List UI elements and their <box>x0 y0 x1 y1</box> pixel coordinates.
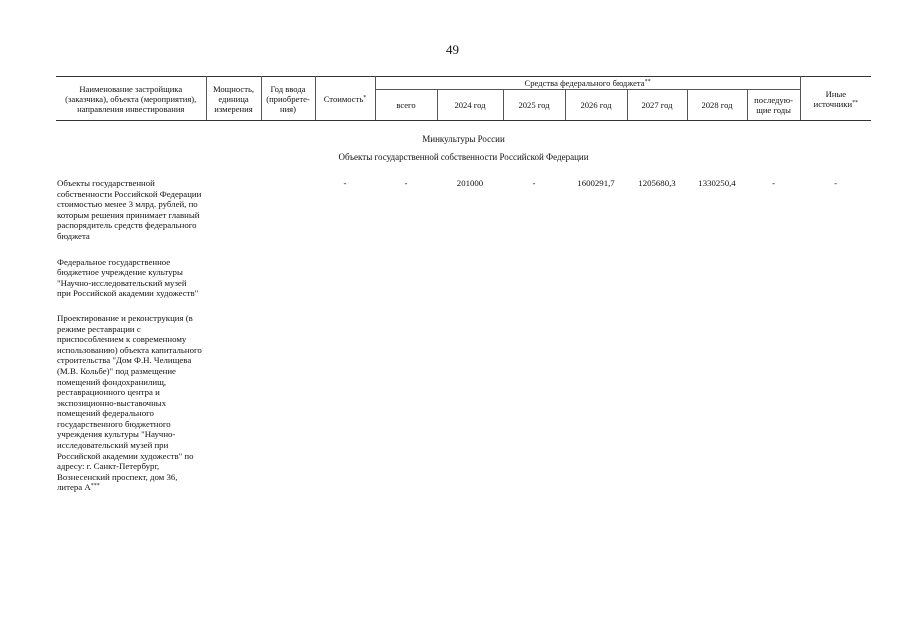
header-federal-budget: Средства федерального бюджета** <box>375 77 800 90</box>
header-other-sources-mark: ** <box>852 99 859 106</box>
row-2024: 201000 <box>456 178 484 188</box>
row-2028: 1330250,4 <box>698 178 736 188</box>
header-cost-mark: * <box>363 94 367 101</box>
row-name: Объекты государственной собственности Российской Федерации стоимостью менее 3 млрд. рублей, по которым решения принимает главный распорядитель средств федерального бюджета <box>57 178 202 241</box>
header-2026: 2026 год <box>565 90 627 121</box>
subsection-title: Объекты государственной собственности Российской Федерации <box>338 152 589 162</box>
row-name-mark: *** <box>90 483 100 490</box>
header-other-sources: Иные источники** <box>800 77 871 121</box>
row-name: Федеральное государственное бюджетное учреждение культуры "Научно-исследовательский музей при Российской академии художеств" <box>57 256 199 299</box>
row-later-years: - <box>772 178 776 188</box>
header-year: Год ввода (приобрете-ния) <box>261 77 315 121</box>
header-cost: Стоимость* <box>315 77 375 121</box>
section-title: Минкультуры России <box>422 134 505 144</box>
header-2024: 2024 год <box>437 90 503 121</box>
row-other-sources: - <box>834 178 838 188</box>
header-total: всего <box>375 90 437 121</box>
row-2027: 1205680,3 <box>638 178 676 188</box>
header-2025: 2025 год <box>503 90 565 121</box>
row-cost: - <box>343 178 347 188</box>
row-name: Проектирование и реконструкция (в режиме реставрации с приспособлением к современному использованию) объекта капитального строительства "Дом Ф.Н. Челищева (М.В. Кольбе)" под размещение помещений фондохранилищ, реставрационного центра и экспозиционно-выставочных помещений федерального государственного бюджетного учреждения культуры "Научно-исследовательский музей при Российской академии художеств" по адресу: г. Санкт-Петербург, Вознесенский проспект, дом 36, литера А*** <box>57 312 202 493</box>
row-2025: - <box>532 178 536 188</box>
table-row <box>56 242 871 299</box>
table-row <box>56 299 871 493</box>
row-year <box>261 162 315 242</box>
header-name: Наименование застройщика (заказчика), объекта (мероприятия), направления инвестирования <box>56 77 206 121</box>
header-capacity: Мощность, единица измерения <box>206 77 261 121</box>
federal-budget-table <box>56 76 871 493</box>
table-header <box>56 77 871 121</box>
page-number: 49 <box>446 42 459 57</box>
header-later-years: последую-щие годы <box>747 90 800 121</box>
row-total: - <box>404 178 408 188</box>
table-row <box>56 162 871 242</box>
header-2027: 2027 год <box>627 90 687 121</box>
header-federal-budget-mark: ** <box>644 79 651 85</box>
header-2028: 2028 год <box>687 90 747 121</box>
row-2026: 1600291,7 <box>577 178 615 188</box>
row-capacity <box>206 162 261 242</box>
